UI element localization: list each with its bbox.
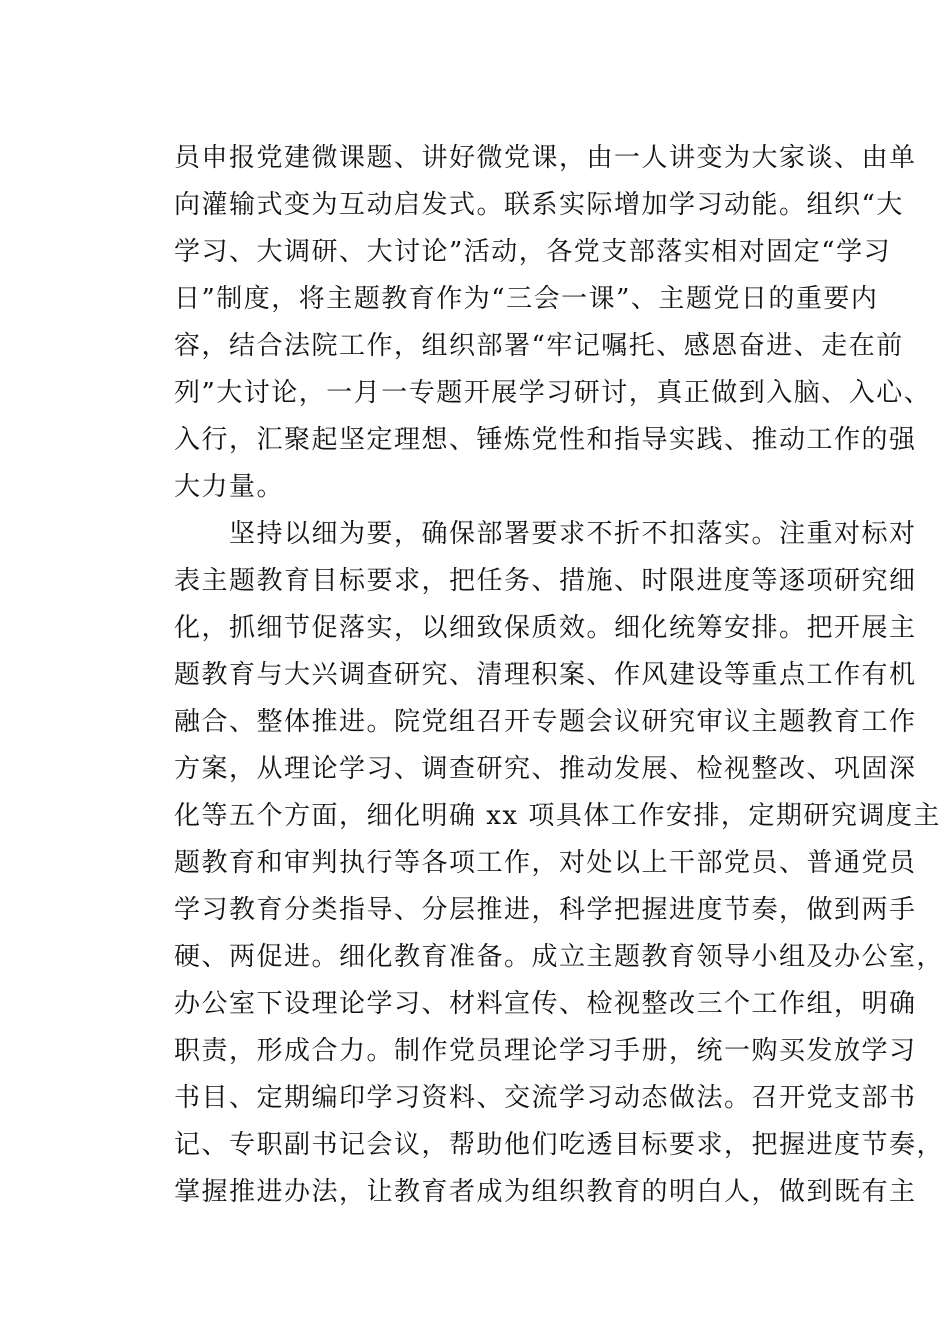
text-line: 向灌输式变为互动启发式。联系实际增加学习动能。组织“大 [174, 190, 904, 220]
text-line: 列”大讨论，一月一专题开展学习研讨，真正做到入脑、入心、 [174, 378, 932, 408]
text-line: 方案，从理论学习、调查研究、推动发展、检视整改、巩固深 [174, 754, 917, 784]
text-line: 题教育和审判执行等各项工作，对处以上干部党员、普通党员 [174, 848, 917, 878]
text-line: 日”制度，将主题教育作为“三会一课”、主题党日的重要内 [174, 284, 879, 314]
text-line: 入行，汇聚起坚定理想、锤炼党性和指导实践、推动工作的强 [174, 425, 917, 455]
text-line: 办公室下设理论学习、材料宣传、检视整改三个工作组，明确 [174, 989, 917, 1019]
text-line: 容，结合法院工作，组织部署“牢记嘱托、感恩奋进、走在前 [174, 331, 904, 361]
text-line: 表主题教育目标要求，把任务、措施、时限进度等逐项研究细 [174, 566, 917, 596]
text-line: 学习、大调研、大讨论”活动，各党支部落实相对固定“学习 [174, 237, 892, 267]
text-line: 职责，形成合力。制作党员理论学习手册，统一购买发放学习 [174, 1036, 917, 1066]
text-line: 记、专职副书记会议，帮助他们吃透目标要求，把握进度节奏， [174, 1130, 945, 1160]
text-line: 化，抓细节促落实，以细致保质效。细化统筹安排。把开展主 [174, 613, 917, 643]
text-line: 员申报党建微课题、讲好微党课，由一人讲变为大家谈、由单 [174, 143, 917, 173]
text-line: 题教育与大兴调查研究、清理积案、作风建设等重点工作有机 [174, 660, 917, 690]
text-line: 书目、定期编印学习资料、交流学习动态做法。召开党支部书 [174, 1083, 917, 1113]
text-line: 学习教育分类指导、分层推进，科学把握进度节奏，做到两手 [174, 895, 917, 925]
text-line: 大力量。 [174, 472, 285, 502]
text-line: 掌握推进办法，让教育者成为组织教育的明白人，做到既有主 [174, 1177, 917, 1207]
text-line: 化等五个方面，细化明确 xx 项具体工作安排，定期研究调度主 [174, 801, 941, 831]
text-line: 硬、两促进。细化教育准备。成立主题教育领导小组及办公室， [174, 942, 945, 972]
paragraph-start-line: 坚持以细为要，确保部署要求不折不扣落实。注重对标对 [174, 519, 917, 549]
text-line: 融合、整体推进。院党组召开专题会议研究审议主题教育工作 [174, 707, 917, 737]
